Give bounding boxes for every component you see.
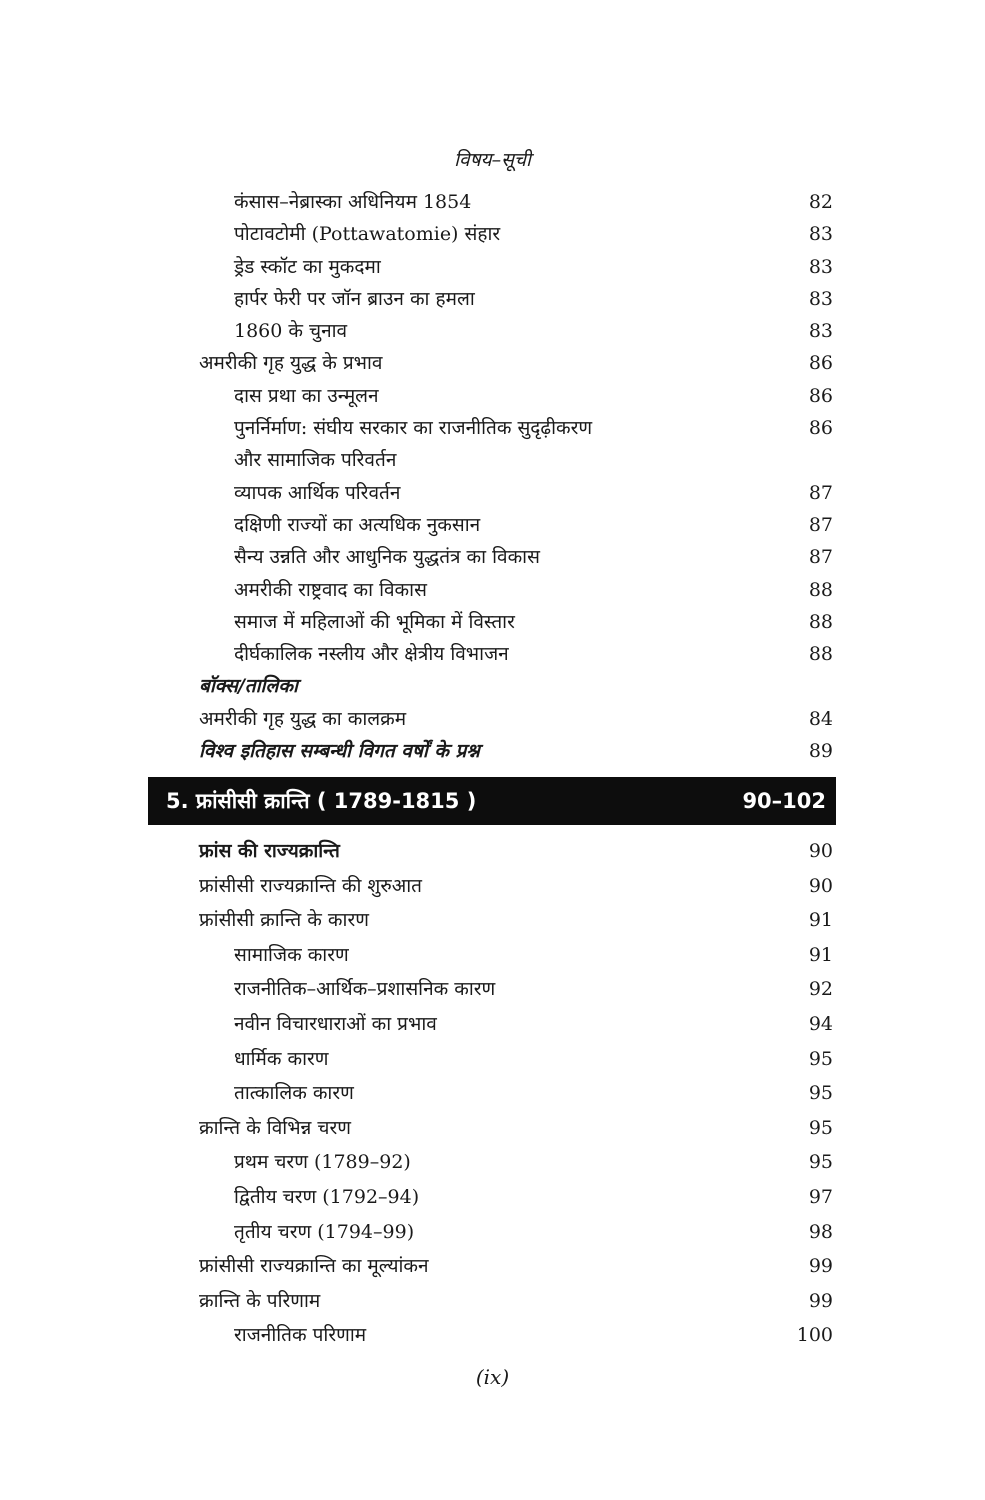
toc-entry-page: 97: [808, 1185, 833, 1208]
toc-entry-title: राजनीतिक–आर्थिक–प्रशासनिक कारण: [234, 978, 496, 1001]
chapter-page-range: 90–102: [742, 789, 826, 813]
toc-entry-title: दक्षिणी राज्यों का अत्यधिक नुकसान: [234, 513, 481, 536]
toc-entry-page: 87: [808, 546, 833, 569]
toc-entry[interactable]: [0, 938, 985, 973]
toc-entry-title: प्रथम चरण (1789–92): [234, 1151, 411, 1174]
toc-entry-title: फ्रांसीसी क्रान्ति के कारण: [199, 909, 369, 932]
toc-entry-title: बॉक्स/तालिका: [199, 675, 298, 698]
toc-entry-title: समाज में महिलाओं की भूमिका में विस्तार: [234, 610, 515, 633]
toc-entry[interactable]: [0, 218, 985, 250]
toc-entry[interactable]: [0, 1145, 985, 1180]
toc-entry-title: फ्रांसीसी राज्यक्रान्ति की शुरुआत: [199, 874, 422, 897]
toc-entry-page: 95: [808, 1082, 833, 1105]
toc-entry-title: अमरीकी गृह युद्ध के प्रभाव: [199, 352, 383, 375]
toc-entry-title: हार्पर फेरी पर जॉन ब्राउन का हमला: [234, 287, 475, 310]
toc-entry-page: 99: [808, 1255, 833, 1278]
toc-entry-title: कंसास–नेब्रास्का अधिनियम 1854: [234, 191, 472, 213]
toc-entry[interactable]: [0, 735, 985, 767]
toc-entry-page: 83: [808, 223, 833, 246]
toc-entry-page: 98: [808, 1220, 833, 1243]
chapter-title: 5. फ्रांसीसी क्रान्ति ( 1789-1815 ): [166, 789, 477, 813]
toc-entry[interactable]: [0, 412, 985, 444]
toc-entry-page: 95: [808, 1047, 833, 1070]
chapter-heading-bar[interactable]: [148, 777, 836, 825]
toc-entry-page: 82: [808, 191, 833, 213]
toc-entry-title: पोटावटोमी (Pottawatomie) संहार: [234, 223, 501, 246]
toc-entry-title: और सामाजिक परिवर्तन: [234, 449, 397, 472]
toc-entry-title: धार्मिक कारण: [234, 1047, 329, 1070]
toc-entry-page: 88: [808, 610, 833, 633]
toc-entry[interactable]: [0, 670, 985, 702]
toc-entry[interactable]: [0, 283, 985, 315]
toc-entry-title: पुनर्निर्माण: संघीय सरकार का राजनीतिक सुदृढ़ीकरण: [234, 417, 593, 440]
toc-entry-page: 92: [808, 978, 833, 1001]
toc-entry-page: 88: [808, 578, 833, 601]
toc-entry-title: सामाजिक कारण: [234, 943, 349, 966]
toc-entry-title: दीर्घकालिक नस्लीय और क्षेत्रीय विभाजन: [234, 643, 509, 666]
toc-entry-title: सैन्य उन्नति और आधुनिक युद्धतंत्र का विकास: [234, 546, 540, 569]
toc-entry-page: 83: [808, 255, 833, 278]
toc-entry[interactable]: [0, 703, 985, 735]
toc-entry-title: विश्व इतिहास सम्बन्धी विगत वर्षों के प्रश्न: [199, 740, 480, 763]
toc-entry[interactable]: [0, 541, 985, 573]
toc-entry-title: राजनीतिक परिणाम: [234, 1324, 367, 1347]
toc-entry-title: क्रान्ति के विभिन्न चरण: [199, 1116, 351, 1139]
toc-entry[interactable]: [0, 477, 985, 509]
toc-entry-page: 83: [808, 287, 833, 310]
toc-entry-title: द्वितीय चरण (1792–94): [234, 1185, 420, 1208]
toc-entry[interactable]: [0, 1042, 985, 1077]
toc-entry-page: 87: [808, 481, 833, 504]
toc-entry-title: फ्रांस की राज्यक्रान्ति: [199, 840, 340, 862]
toc-entry-page: 91: [808, 909, 833, 932]
toc-entry[interactable]: [0, 186, 985, 218]
toc-entry[interactable]: [0, 1284, 985, 1319]
toc-entry-page: 90: [808, 840, 833, 862]
toc-entry-page: 88: [808, 643, 833, 666]
toc-entry-title: क्रान्ति के परिणाम: [199, 1289, 321, 1312]
toc-entry[interactable]: [0, 315, 985, 347]
toc-entry[interactable]: [0, 903, 985, 938]
toc-entry[interactable]: [0, 251, 985, 283]
toc-entry[interactable]: [0, 380, 985, 412]
toc-entry-title: दास प्रथा का उन्मूलन: [234, 384, 379, 407]
toc-entry[interactable]: [0, 509, 985, 541]
toc-entry-page: 95: [808, 1116, 833, 1139]
toc-entry-page: 89: [808, 740, 833, 763]
toc-entry[interactable]: [0, 638, 985, 670]
toc-entry-title: व्यापक आर्थिक परिवर्तन: [234, 481, 401, 504]
toc-entry-title: 1860 के चुनाव: [234, 320, 348, 343]
toc-entry[interactable]: [0, 972, 985, 1007]
toc-section-civil-war: [0, 186, 985, 767]
toc-entry-title: नवीन विचारधाराओं का प्रभाव: [234, 1012, 437, 1035]
toc-entry-title: तृतीय चरण (1794–99): [234, 1220, 415, 1243]
toc-entry[interactable]: [0, 1076, 985, 1111]
toc-entry-title: फ्रांसीसी राज्यक्रान्ति का मूल्यांकन: [199, 1255, 429, 1278]
toc-entry[interactable]: [0, 1007, 985, 1042]
toc-entry[interactable]: [0, 869, 985, 904]
toc-entry[interactable]: [0, 1215, 985, 1250]
toc-entry-page: 100: [796, 1324, 833, 1347]
toc-entry[interactable]: [0, 347, 985, 379]
toc-entry-page: 94: [808, 1012, 833, 1035]
page-header-title: विषय–सूची: [454, 149, 531, 171]
toc-entry[interactable]: [0, 444, 985, 476]
toc-entry-page: 86: [808, 417, 833, 440]
toc-entry-page: 84: [808, 707, 833, 730]
toc-entry-page: 86: [808, 352, 833, 375]
toc-entry[interactable]: [0, 1318, 985, 1353]
toc-entry[interactable]: [0, 574, 985, 606]
toc-entry-title: तात्कालिक कारण: [234, 1082, 354, 1105]
page-number: (ix): [475, 1365, 510, 1389]
toc-entry-page: 83: [808, 320, 833, 343]
toc-entry[interactable]: [0, 1111, 985, 1146]
toc-entry-title: अमरीकी गृह युद्ध का कालक्रम: [199, 707, 407, 730]
toc-entry-page: 91: [808, 943, 833, 966]
toc-entry-title: अमरीकी राष्ट्रवाद का विकास: [234, 578, 427, 601]
toc-section-french-revolution: [0, 834, 985, 1353]
toc-entry-page: 95: [808, 1151, 833, 1174]
toc-entry-page: 99: [808, 1289, 833, 1312]
toc-entry-title: ड्रेड स्कॉट का मुकदमा: [234, 255, 381, 278]
toc-entry[interactable]: [0, 1180, 985, 1215]
toc-entry-page: 86: [808, 384, 833, 407]
toc-entry-page: 90: [808, 874, 833, 897]
toc-entry-page: 87: [808, 513, 833, 536]
toc-entry[interactable]: [0, 1249, 985, 1284]
toc-entry[interactable]: [0, 834, 985, 869]
toc-entry[interactable]: [0, 606, 985, 638]
